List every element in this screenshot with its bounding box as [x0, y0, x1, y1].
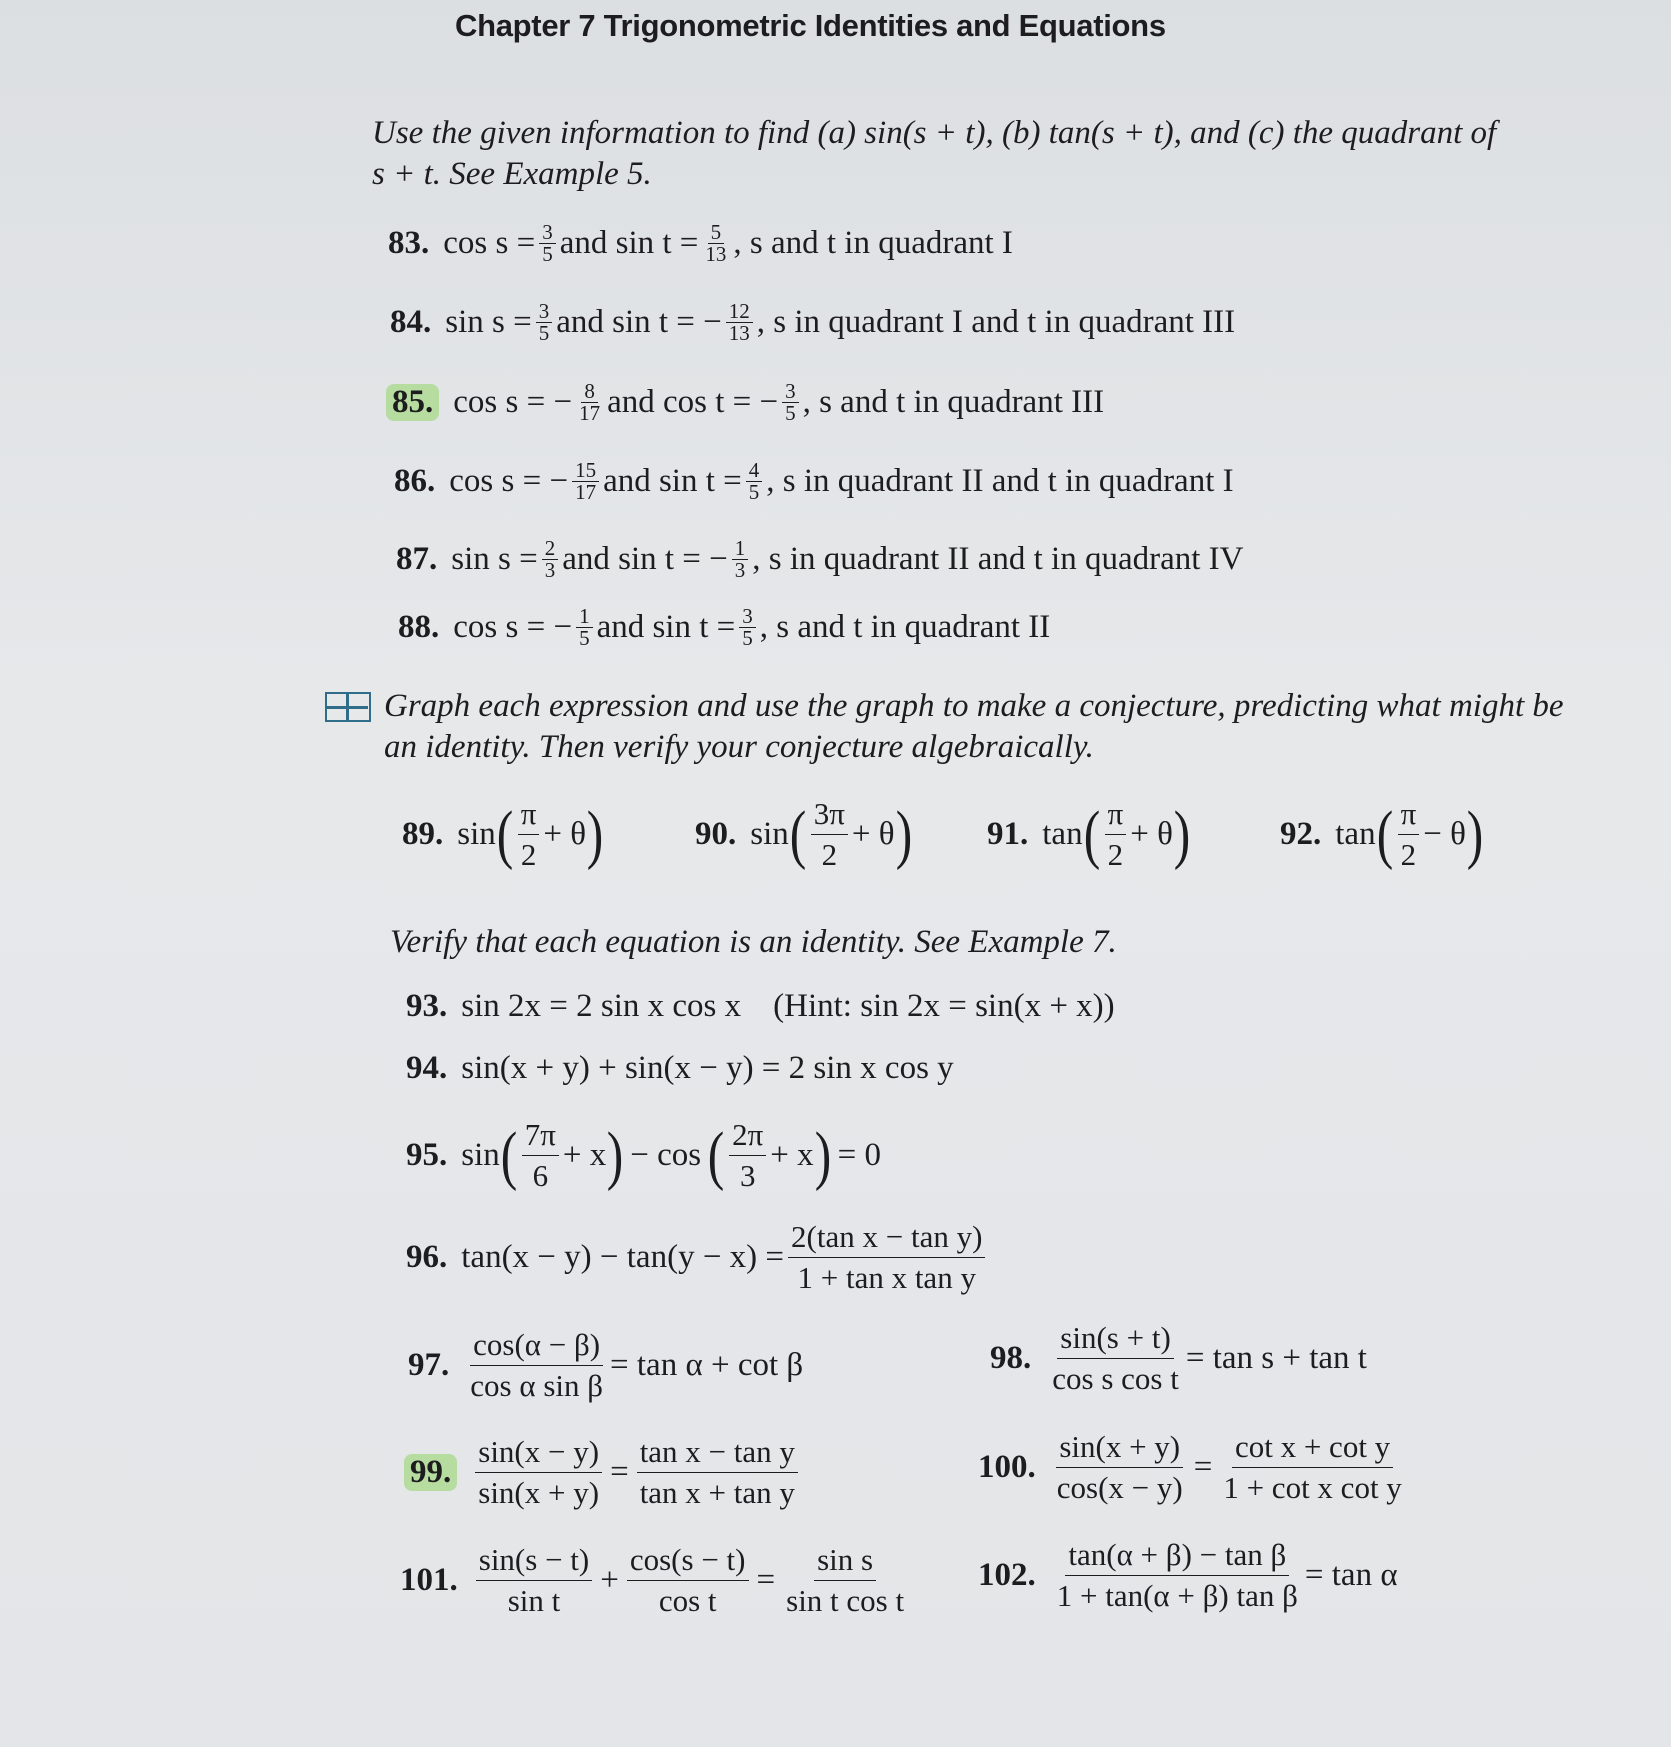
denominator: sin(x + y)	[478, 1475, 600, 1510]
equation-text: tan(x − y) − tan(y − x) =	[461, 1239, 785, 1275]
numerator: 2π	[729, 1115, 766, 1156]
problem-83	[388, 222, 1013, 265]
equation-text: − cos	[630, 1137, 702, 1173]
fraction	[637, 1432, 798, 1513]
numerator: 1	[576, 606, 593, 628]
section1-instruction-line2: s + t. See Example 5.	[372, 156, 652, 192]
numerator: π	[1398, 794, 1420, 835]
numerator: cos(s − t)	[627, 1540, 749, 1581]
left-paren: (	[496, 797, 514, 871]
problem-text: , s and t in quadrant II	[759, 609, 1051, 645]
fraction	[576, 381, 603, 424]
problem-99	[410, 1432, 802, 1513]
equation-text: = 0	[837, 1137, 881, 1173]
equation-text: =	[610, 1454, 629, 1490]
denominator: 1 + cot x cot y	[1223, 1470, 1402, 1505]
problem-text: and sin t =	[596, 609, 736, 645]
numerator: 2	[542, 538, 559, 560]
denominator: 1 + tan(α + β) tan β	[1056, 1578, 1298, 1613]
denominator: cos s cos t	[1052, 1361, 1179, 1396]
problem-text: and cos t = −	[607, 384, 779, 420]
equation-text: sin(x + y) + sin(x − y) = 2 sin x cos y	[461, 1050, 954, 1086]
problem-text: and sin t =	[559, 225, 699, 261]
section3-instruction: Verify that each equation is an identity. See Example 7.	[390, 924, 1117, 960]
problem-text: and sin t =	[603, 463, 742, 499]
fraction	[726, 301, 753, 344]
fraction	[572, 460, 599, 503]
problem-text: and sin t = −	[556, 304, 722, 340]
denominator: 6	[532, 1158, 549, 1193]
problem-text: , s in quadrant I and t in quadrant III	[756, 304, 1236, 340]
equation-text: = tan α	[1304, 1557, 1398, 1593]
fraction	[732, 538, 749, 581]
denominator: 2	[821, 837, 838, 872]
denominator: 2	[520, 837, 537, 872]
denominator: cos(x − y)	[1056, 1470, 1183, 1505]
equation-text: =	[756, 1562, 776, 1598]
problem-text: cos s = −	[453, 384, 573, 420]
numerator: sin s	[814, 1540, 876, 1581]
problem-number: 97.	[408, 1347, 450, 1383]
problem-100	[978, 1427, 1409, 1508]
denominator: 13	[705, 242, 727, 266]
problem-101	[400, 1540, 911, 1621]
problem-number-highlighted: 99.	[404, 1454, 457, 1491]
numerator: π	[1105, 794, 1127, 835]
problem-number: 90.	[695, 816, 737, 852]
denominator: sin t cos t	[786, 1583, 905, 1618]
problem-text: cos s =	[443, 225, 536, 261]
fraction	[467, 1325, 606, 1406]
problem-number: 101.	[400, 1562, 458, 1598]
problem-97	[408, 1325, 803, 1406]
equation-text: + x	[562, 1137, 607, 1173]
denominator: 5	[742, 626, 753, 650]
denominator: 2	[1107, 837, 1124, 872]
numerator: 2(tan x − tan y)	[788, 1217, 985, 1258]
problem-93	[406, 988, 1115, 1025]
problem-number-highlighted: 85.	[386, 384, 439, 421]
denominator: 5	[579, 626, 590, 650]
fraction	[746, 460, 763, 503]
calculator-grid-icon	[325, 692, 371, 722]
fraction	[522, 1115, 559, 1196]
denominator: 1 + tan x tan y	[797, 1260, 976, 1295]
denominator: 3	[734, 558, 746, 582]
denominator: 3	[544, 558, 556, 582]
denominator: 3	[739, 1158, 756, 1193]
fraction	[1049, 1318, 1182, 1399]
function-name: sin	[750, 816, 789, 852]
problem-98	[990, 1318, 1367, 1399]
numerator: 4	[746, 460, 763, 482]
denominator: 5	[785, 401, 796, 425]
hint-text: (Hint: sin 2x = sin(x + x))	[773, 988, 1115, 1024]
numerator: 8	[581, 381, 598, 403]
numerator: cos(α − β)	[470, 1325, 603, 1366]
section2-instruction-line1: Graph each expression and use the graph to make a conjecture, predicting what might be	[384, 688, 1564, 724]
numerator: π	[518, 794, 540, 835]
numerator: 1	[732, 538, 749, 560]
denominator: cos α sin β	[470, 1368, 604, 1403]
denominator: 17	[579, 401, 601, 425]
function-name: sin	[457, 816, 496, 852]
equation-text: =	[1193, 1449, 1213, 1485]
fraction	[1054, 1427, 1186, 1508]
fraction	[702, 222, 729, 265]
fraction	[729, 1115, 766, 1196]
fraction	[518, 794, 540, 875]
problem-text: and sin t = −	[562, 541, 728, 577]
left-paren: (	[500, 1118, 518, 1192]
equation-text: + x	[770, 1137, 814, 1173]
problem-text: − θ	[1423, 816, 1466, 852]
fraction	[1398, 794, 1420, 875]
numerator: tan(α + β) − tan β	[1065, 1535, 1289, 1576]
problem-96	[406, 1217, 989, 1298]
numerator: sin(s + t)	[1057, 1318, 1173, 1359]
problem-89	[402, 794, 604, 875]
problem-84	[390, 301, 1235, 344]
numerator: tan x − tan y	[637, 1432, 798, 1473]
numerator: sin(x + y)	[1056, 1427, 1183, 1468]
right-paren: )	[586, 797, 604, 871]
problem-number: 100.	[978, 1449, 1036, 1485]
problem-102	[978, 1535, 1398, 1616]
problem-number: 93.	[406, 988, 448, 1024]
function-name: tan	[1042, 816, 1083, 852]
equation-text: sin 2x = 2 sin x cos x	[461, 988, 742, 1024]
fraction	[1220, 1427, 1404, 1508]
numerator: cot x + cot y	[1232, 1427, 1393, 1468]
problem-text: cos s = −	[449, 463, 569, 499]
numerator: 3	[536, 301, 553, 323]
denominator: tan x + tan y	[639, 1475, 795, 1510]
problem-number: 87.	[396, 541, 438, 577]
numerator: 3	[539, 222, 556, 244]
equation-text: +	[600, 1562, 619, 1598]
denominator: sin t	[507, 1583, 561, 1618]
denominator: 2	[1400, 837, 1417, 872]
fraction	[1054, 1535, 1301, 1616]
problem-85	[392, 381, 1104, 424]
problem-number: 102.	[978, 1557, 1036, 1593]
fraction	[782, 381, 799, 424]
numerator: 3	[739, 606, 756, 628]
numerator: 3	[782, 381, 799, 403]
problem-number: 96.	[406, 1239, 448, 1275]
problem-text: sin s =	[451, 541, 538, 577]
problem-88	[398, 606, 1050, 649]
fraction	[542, 538, 559, 581]
right-paren: )	[1173, 797, 1191, 871]
problem-text: + θ	[851, 816, 895, 852]
numerator: 7π	[522, 1115, 559, 1156]
problem-94	[406, 1050, 954, 1087]
left-paren: (	[1083, 797, 1100, 871]
fraction	[783, 1540, 907, 1621]
denominator: 5	[538, 321, 550, 345]
denominator: 5	[748, 480, 760, 504]
fraction	[788, 1217, 985, 1298]
right-paren: )	[607, 1118, 624, 1192]
numerator: sin(s − t)	[476, 1540, 592, 1581]
right-paren: )	[895, 797, 912, 871]
problem-text: , s and t in quadrant I	[733, 225, 1013, 261]
fraction	[536, 301, 553, 344]
problem-number: 98.	[990, 1340, 1032, 1376]
section2-instruction-line2: an identity. Then verify your conjecture algebraically.	[384, 729, 1094, 765]
problem-number: 91.	[987, 816, 1029, 852]
section2-instruction	[384, 686, 1564, 768]
fraction	[539, 222, 556, 265]
fraction	[576, 606, 593, 649]
numerator: sin(x − y)	[475, 1432, 602, 1473]
left-paren: (	[707, 1118, 725, 1192]
problem-text: + θ	[1130, 816, 1173, 852]
fraction	[739, 606, 756, 649]
problem-86	[394, 460, 1234, 503]
problem-number: 94.	[406, 1050, 448, 1086]
problem-number: 95.	[406, 1137, 448, 1173]
denominator: 17	[575, 480, 597, 504]
problem-number: 89.	[402, 816, 444, 852]
numerator: 15	[572, 460, 599, 482]
right-paren: )	[1466, 797, 1484, 871]
section1-instruction	[372, 113, 1496, 195]
problem-text: , s in quadrant II and t in quadrant IV	[752, 541, 1244, 577]
problem-text: , s and t in quadrant III	[802, 384, 1105, 420]
fraction	[476, 1540, 592, 1621]
right-paren: )	[814, 1118, 831, 1192]
denominator: cos t	[658, 1583, 717, 1618]
problem-text: + θ	[543, 816, 587, 852]
fraction	[811, 794, 848, 875]
problem-text: , s in quadrant II and t in quadrant I	[766, 463, 1234, 499]
problem-number: 83.	[388, 225, 430, 261]
equation-text: = tan s + tan t	[1185, 1340, 1367, 1376]
function-name: tan	[1335, 816, 1376, 852]
problem-92	[1280, 794, 1484, 875]
problem-text: cos s = −	[453, 609, 573, 645]
function-name: sin	[461, 1137, 500, 1173]
problem-number: 92.	[1280, 816, 1322, 852]
problem-90	[695, 794, 913, 875]
problem-number: 84.	[390, 304, 432, 340]
problem-95	[406, 1115, 881, 1196]
denominator: 5	[542, 242, 553, 266]
numerator: 12	[726, 301, 753, 323]
problem-text: sin s =	[445, 304, 532, 340]
problem-number: 88.	[398, 609, 440, 645]
problem-87	[396, 538, 1243, 581]
left-paren: (	[1376, 797, 1393, 871]
numerator: 3π	[811, 794, 848, 835]
numerator: 5	[708, 222, 725, 244]
equation-text: = tan α + cot β	[610, 1347, 804, 1383]
left-paren: (	[789, 797, 807, 871]
fraction	[1105, 794, 1127, 875]
section1-instruction-line1: Use the given information to find (a) sin(s + t), (b) tan(s + t), and (c) the quadrant of	[372, 115, 1497, 151]
fraction	[475, 1432, 602, 1513]
chapter-title: Chapter 7 Trigonometric Identities and Equations	[455, 8, 1166, 43]
problem-91	[987, 794, 1191, 875]
fraction	[627, 1540, 749, 1621]
denominator: 13	[728, 321, 750, 345]
problem-number: 86.	[394, 463, 436, 499]
